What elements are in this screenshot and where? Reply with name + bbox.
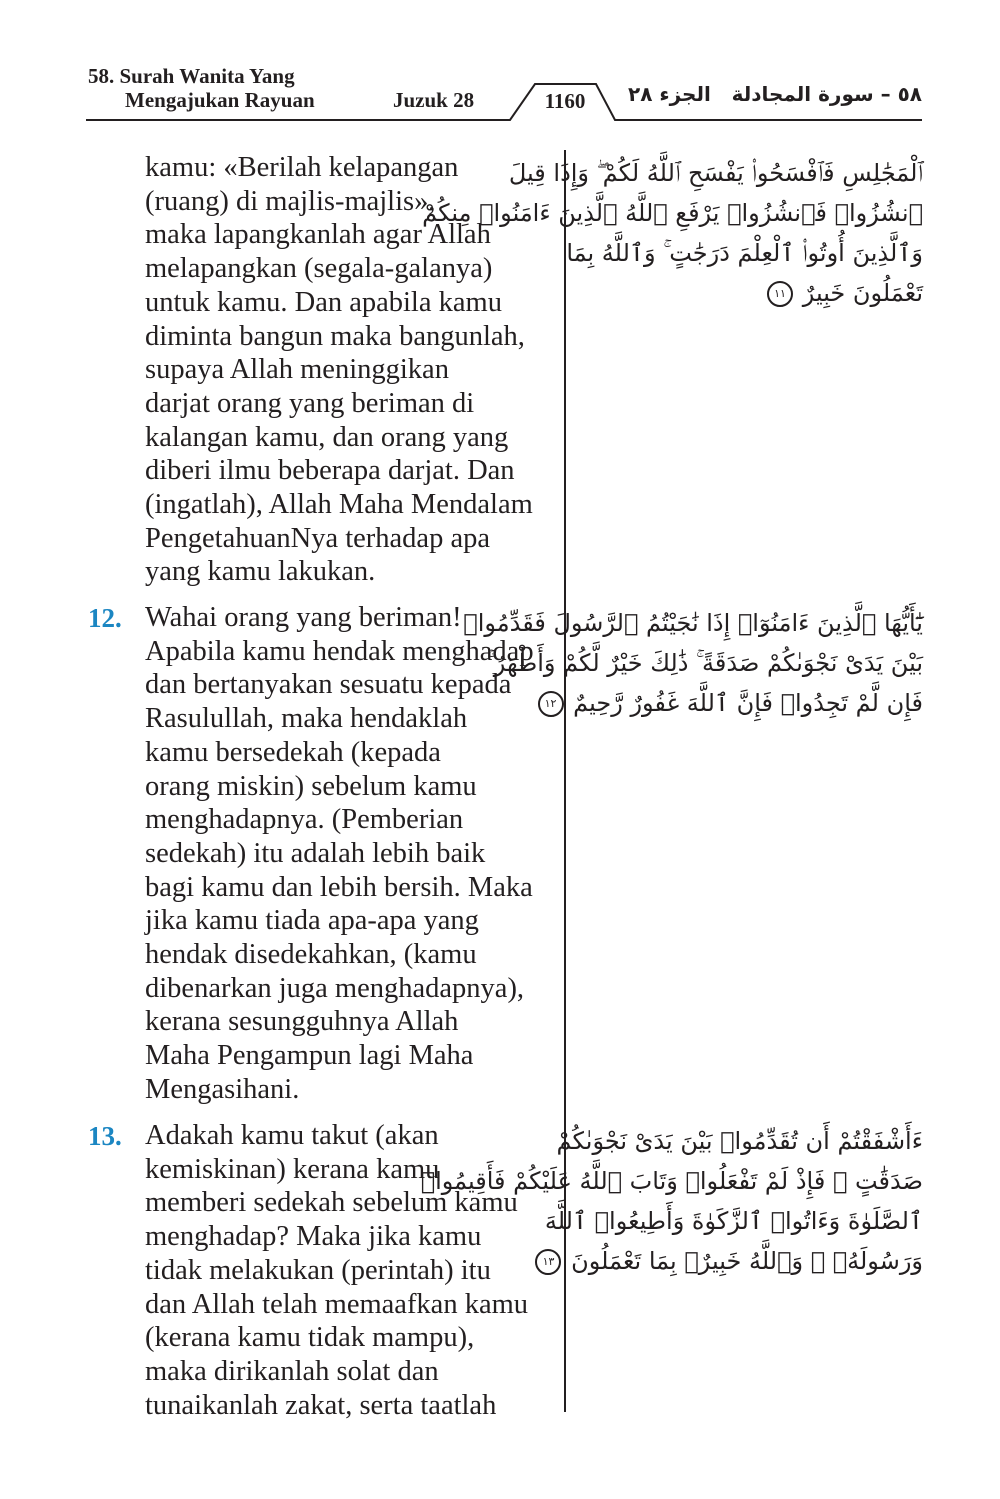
translation-line: memberi sedekah sebelum kamu xyxy=(145,1187,518,1219)
translation-line: jika kamu tiada apa-apa yang xyxy=(145,905,479,937)
arabic-line: فَإِن لَّمْ تَجِدُوا۟ فَإِنَّ ٱللَّهَ غَفُورٌ رَّحِيمٌ xyxy=(573,689,923,717)
translation-line: kerana sesungguhnya Allah xyxy=(145,1006,459,1038)
translation-line: Apabila kamu hendak menghadap xyxy=(145,635,534,667)
translation-line: maka dirikanlah solat dan xyxy=(145,1355,439,1387)
juzuk-label: Juzuk 28 xyxy=(393,88,475,112)
translation-line: diminta bangun maka bangunlah, xyxy=(145,320,525,352)
translation-line: tunaikanlah zakat, serta taatlah xyxy=(145,1389,497,1421)
ayah-end-marker: ١٢ xyxy=(538,691,564,717)
translation-line: untuk kamu. Dan apabila kamu xyxy=(145,286,502,318)
arabic-line: صَدَقَٰتٍ ۚ فَإِذْ لَمْ تَفْعَلُوا۟ وَتَابَ ٱللَّهُ عَلَيْكُمْ فَأَقِيمُوا۟ xyxy=(420,1167,923,1195)
arabic-line-last xyxy=(542,1241,923,1281)
arabic-line: ءَأَشْفَقْتُمْ أَن تُقَدِّمُوا۟ بَيْنَ يَدَىْ نَجْوَىٰكُمْ xyxy=(556,1127,923,1155)
arabic-line: بَيْنَ يَدَىْ نَجْوَىٰكُمْ صَدَقَةً ۚ ذَٰلِكَ خَيْرٌ لَّكُمْ وَأَطْهَرُ ۚ xyxy=(487,649,923,677)
translation-line: PengetahuanNya terhadap apa xyxy=(145,522,491,554)
translation-line: tidak melakukan (perintah) itu xyxy=(145,1254,491,1286)
translation-line: dibenarkan juga menghadapnya), xyxy=(145,972,525,1004)
surah-title-arabic: ٥٨ – سورة المجادلة xyxy=(731,82,922,106)
juz-label-arabic: الجزء ٢٨ xyxy=(628,82,711,106)
translation-line: (ruang) di majlis-majlis», xyxy=(145,185,436,217)
translation-line: menghadapnya. (Pemberian xyxy=(145,804,464,836)
arabic-text xyxy=(422,153,923,313)
ayah-end-marker: ١٣ xyxy=(535,1249,561,1275)
translation-line: kalangan kamu, dan orang yang xyxy=(145,421,509,453)
translation-line: Mengasihani. xyxy=(145,1073,300,1105)
arabic-line: يَٰٓأَيُّهَا ٱلَّذِينَ ءَامَنُوٓا۟ إِذَا نَٰجَيْتُمُ ٱلرَّسُولَ فَقَدِّمُوا۟ xyxy=(463,609,923,637)
translation-line: dan bertanyakan sesuatu kepada xyxy=(145,669,512,701)
translation-line: dan Allah telah memaafkan kamu xyxy=(145,1288,529,1320)
arabic-line-last xyxy=(588,273,923,313)
translation-line: bagi kamu dan lebih bersih. Maka xyxy=(145,871,533,903)
arabic-line: وَرَسُولَهُۥ ۚ وَٱللَّهُ خَبِيرٌۢ بِمَا تَعْمَلُونَ xyxy=(571,1247,923,1275)
verse-number: 12. xyxy=(88,603,122,633)
arabic-line: ٱلصَّلَوٰةَ وَءَاتُوا۟ ٱلزَّكَوٰةَ وَأَطِيعُوا۟ ٱللَّهَ xyxy=(544,1207,923,1235)
translation-line: kamu bersedekah (kepada xyxy=(145,736,441,768)
translation-line: diberi ilmu beberapa darjat. Dan xyxy=(145,455,515,487)
arabic-line: ٱلْمَجَٰلِسِ فَٱفْسَحُوا۟ يَفْسَحِ ٱللَّهُ لَكُمْ ۖ وَإِذَا قِيلَ xyxy=(508,159,923,187)
translation-line: Rasulullah, maka hendaklah xyxy=(145,703,468,735)
arabic-line: ٱنشُزُوا۟ فَٱنشُزُوا۟ يَرْفَعِ ٱللَّهُ ٱلَّذِينَ ءَامَنُوا۟ مِنكُمْ xyxy=(422,199,923,227)
ayah-end-marker: ١١ xyxy=(767,281,793,307)
page-header xyxy=(0,0,1000,130)
arabic-line: وَٱلَّذِينَ أُوتُوا۟ ٱلْعِلْمَ دَرَجَٰتٍ ۚ وَٱللَّهُ بِمَا xyxy=(566,239,923,267)
translation-line: hendak disedekahkan, (kamu xyxy=(145,939,477,971)
translation-line: sedekah) itu adalah lebih baik xyxy=(145,837,486,869)
translation-line: supaya Allah meninggikan xyxy=(145,354,449,386)
verse-number: 13. xyxy=(88,1121,122,1151)
translation-line: menghadap? Maka jika kamu xyxy=(145,1221,482,1253)
translation-line: melapangkan (segala-galanya) xyxy=(145,253,493,285)
translation-line: Maha Pengampun lagi Maha xyxy=(145,1040,474,1072)
surah-title-line1: 58. Surah Wanita Yang xyxy=(88,64,295,88)
arabic-line-last xyxy=(544,683,923,723)
surah-title-malay xyxy=(88,64,315,112)
translation-line: darjat orang yang beriman di xyxy=(145,387,475,419)
arabic-text xyxy=(420,1121,923,1281)
translation-line: Wahai orang yang beriman! xyxy=(145,602,462,633)
translation-line: kemiskinan) kerana kamu xyxy=(145,1153,440,1185)
page-number: 1160 xyxy=(544,89,586,113)
translation-line: Adakah kamu takut (akan xyxy=(145,1120,439,1151)
arabic-text xyxy=(463,603,923,723)
translation-line: (kerana kamu tidak mampu), xyxy=(145,1322,475,1354)
translation-line: kamu: «Berilah kelapangan xyxy=(145,152,459,183)
translation-line: maka lapangkanlah agar Allah xyxy=(145,219,491,251)
surah-title-line2: Mengajukan Rayuan xyxy=(125,88,315,112)
translation-line: orang miskin) sebelum kamu xyxy=(145,770,477,802)
arabic-line: تَعْمَلُونَ خَبِيرٌ xyxy=(802,279,923,307)
translation-line: yang kamu lakukan. xyxy=(145,556,376,588)
translation-line: (ingatlah), Allah Maha Mendalam xyxy=(145,489,533,521)
